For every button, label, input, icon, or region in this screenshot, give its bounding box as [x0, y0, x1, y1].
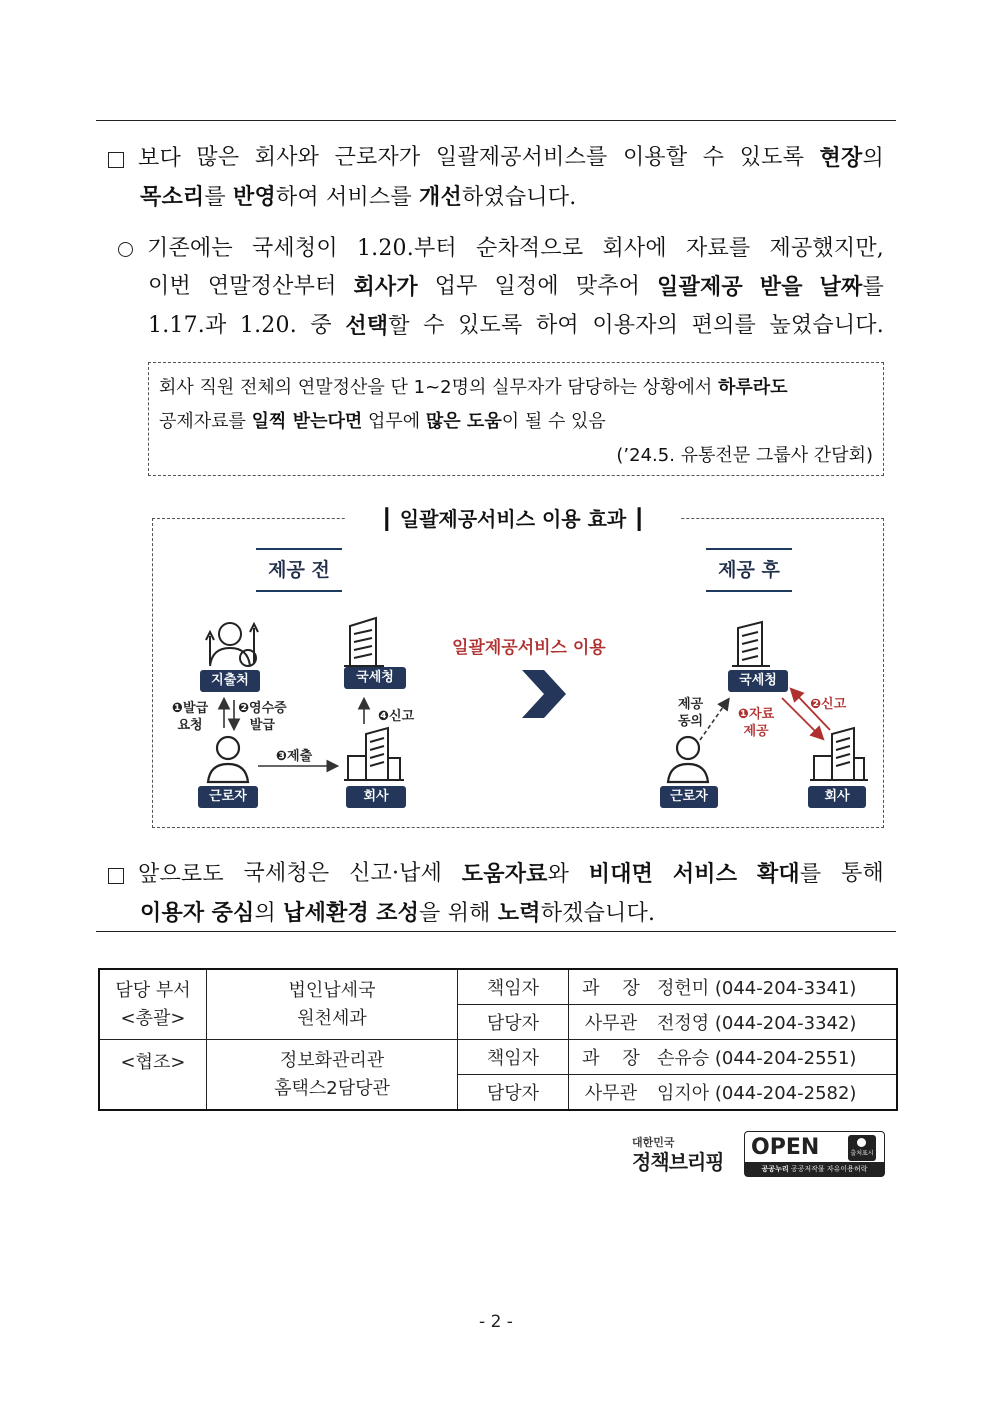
- open-license-logo: [744, 1131, 885, 1177]
- word: 순차적으로: [476, 236, 584, 261]
- word: 1.20.부터: [356, 236, 457, 261]
- text-run: 이용자 중심의 납세환경 조성을 위해 노력하겠습니다.: [140, 900, 656, 926]
- word: 자료를: [686, 236, 751, 261]
- dept-cell: 담당 부서 <총괄>: [99, 969, 207, 1040]
- quote-line-2: 공제자료를 일찍 받는다면 업무에 많은 도움이 될 수 있음: [159, 411, 606, 432]
- text-run: 목소리를 반영하여 서비스를 개선하였습니다.: [140, 184, 577, 210]
- word: 제공했지만,: [769, 236, 884, 261]
- word: 있도록: [739, 145, 805, 170]
- worker-icon: [208, 737, 248, 782]
- word: 도움자료와: [461, 861, 570, 887]
- word: 날짜를: [819, 274, 884, 300]
- word: 중: [310, 313, 332, 338]
- role-cell: 책임자: [458, 969, 569, 1005]
- paragraph-1: [108, 139, 884, 217]
- chevron-right-icon: [522, 670, 566, 718]
- word: 수: [423, 313, 445, 338]
- word: 업무: [434, 274, 478, 299]
- word: 확대를: [756, 861, 822, 887]
- word: 이용할: [622, 145, 688, 170]
- word: 1.20.: [239, 313, 297, 338]
- word: 많은: [196, 145, 240, 170]
- person-cell: 임지아 (044-204-2582): [653, 1075, 897, 1111]
- report-label: ❷신고: [810, 697, 847, 712]
- role-cell: 담당자: [458, 1005, 569, 1040]
- contact-table: [98, 968, 898, 1111]
- quote-source: (’24.5. 유통전문 그룹사 간담회): [616, 445, 873, 466]
- logo-korea-text: 대한민국: [632, 1136, 675, 1149]
- arrow-consent: [700, 700, 728, 740]
- square-bullet: 앞으로도: [108, 855, 224, 894]
- paragraph-2: [118, 230, 884, 346]
- bottom-rule: [96, 931, 896, 932]
- paragraph-1-line-1: [108, 139, 884, 178]
- word: 현장의: [819, 145, 884, 171]
- title-cell: 과 장: [569, 1040, 654, 1075]
- word: 하여: [535, 313, 579, 338]
- open-sub-bar: 공공누리 공공저작물 자유이용허락: [745, 1162, 884, 1176]
- paragraph-2-line-3: [118, 307, 884, 346]
- word: 1.17.과: [148, 313, 227, 338]
- word: 편의를: [691, 313, 756, 338]
- step1-label: ❶발급 요청: [172, 701, 209, 733]
- role-cell: 담당자: [458, 1075, 569, 1111]
- unit-cell: 법인납세국 원천세과: [207, 969, 458, 1040]
- word: 있도록: [458, 313, 523, 338]
- word: 근로자가: [334, 145, 421, 170]
- expense-tag: 지출처: [200, 670, 260, 692]
- word: 연말정산부터: [207, 274, 337, 299]
- attribution-badge: [848, 1135, 876, 1161]
- word: 높였습니다.: [769, 313, 884, 338]
- unit-cell: 정보화관리관 홈택스2담당관: [207, 1040, 458, 1111]
- word: 이번: [148, 274, 191, 299]
- word: 신고·납세: [349, 861, 443, 886]
- square-bullet: 보다: [108, 139, 181, 178]
- paragraph-2-line-2: [118, 268, 884, 307]
- word: 국세청이: [251, 236, 338, 261]
- quote-box: [148, 362, 884, 476]
- word: 일괄제공서비스를: [435, 145, 608, 170]
- word: 선택할: [345, 313, 410, 339]
- step3-label: ❸제출: [276, 749, 313, 764]
- word: 받을: [759, 274, 803, 300]
- paragraph-3: [108, 855, 884, 933]
- word: 맞추어: [575, 274, 641, 299]
- person-cell: 정헌미 (044-204-3341): [653, 969, 897, 1005]
- open-text: OPEN: [751, 1135, 820, 1160]
- worker-tag-left: 근로자: [198, 786, 258, 808]
- circle-bullet: 기존에는: [118, 230, 233, 268]
- table-row: [99, 969, 897, 1005]
- worker-tag-right: 근로자: [660, 786, 718, 808]
- nts-tag-left: 국세청: [344, 667, 406, 689]
- top-rule: [96, 120, 896, 121]
- step4-label: ❹신고: [378, 709, 415, 724]
- person-cell: 손유승 (044-204-2551): [653, 1040, 897, 1075]
- data-provide-label: ❶자료 제공: [738, 707, 775, 739]
- word: 일정에: [494, 274, 559, 299]
- paragraph-3-line-1: [108, 855, 884, 894]
- after-heading: 제공 후: [706, 548, 792, 592]
- title-cell: 사무관: [569, 1005, 654, 1040]
- word: 회사와: [254, 145, 320, 170]
- badge-text: 출처표시: [850, 1150, 874, 1157]
- nts-tag-right: 국세청: [728, 670, 788, 692]
- paragraph-2-line-1: [118, 230, 884, 268]
- before-heading: 제공 전: [256, 548, 342, 592]
- logo-briefing-text: 정책브리핑: [632, 1150, 724, 1174]
- paragraph-3-line-2: [108, 894, 884, 933]
- quote-line-1: 회사 직원 전체의 연말정산을 단 1~2명의 실무자가 담당하는 상황에서 하루라도: [159, 377, 788, 398]
- diagram-title: ┃ 일괄제공서비스 이용 효과 ┃: [346, 502, 680, 536]
- word: 일괄제공: [657, 274, 743, 300]
- word: 비대면: [588, 861, 654, 887]
- word: 국세청은: [243, 861, 330, 886]
- table-row: [99, 1040, 897, 1075]
- worker-icon: [668, 737, 708, 782]
- businessman-icon: [206, 623, 258, 666]
- policy-briefing-logo: [632, 1136, 736, 1175]
- word: 통해: [841, 861, 884, 886]
- step2-label: ❷영수증 발급: [238, 701, 287, 733]
- role-cell: 책임자: [458, 1040, 569, 1075]
- word: 회사에: [602, 236, 667, 261]
- paragraph-1-line-2: [108, 178, 884, 217]
- word: 회사가: [353, 274, 418, 300]
- word: 서비스: [672, 861, 738, 887]
- person-icon: [857, 1138, 866, 1147]
- nts-building-icon: [344, 618, 384, 666]
- title-cell: 과 장: [569, 969, 654, 1005]
- title-cell: 사무관: [569, 1075, 654, 1111]
- page-number: - 2 -: [479, 1312, 513, 1332]
- word: 이용자의: [592, 313, 679, 338]
- nts-building-icon: [732, 622, 770, 666]
- service-label: 일괄제공서비스 이용: [452, 638, 606, 658]
- person-cell: 전정영 (044-204-3342): [653, 1005, 897, 1040]
- dept-cell: <협조>: [99, 1040, 207, 1111]
- company-tag-right: 회사: [808, 786, 866, 808]
- company-tag-left: 회사: [346, 786, 406, 808]
- consent-label: 제공 동의: [678, 697, 704, 729]
- word: 수: [702, 145, 725, 170]
- company-building-icon: [344, 728, 404, 780]
